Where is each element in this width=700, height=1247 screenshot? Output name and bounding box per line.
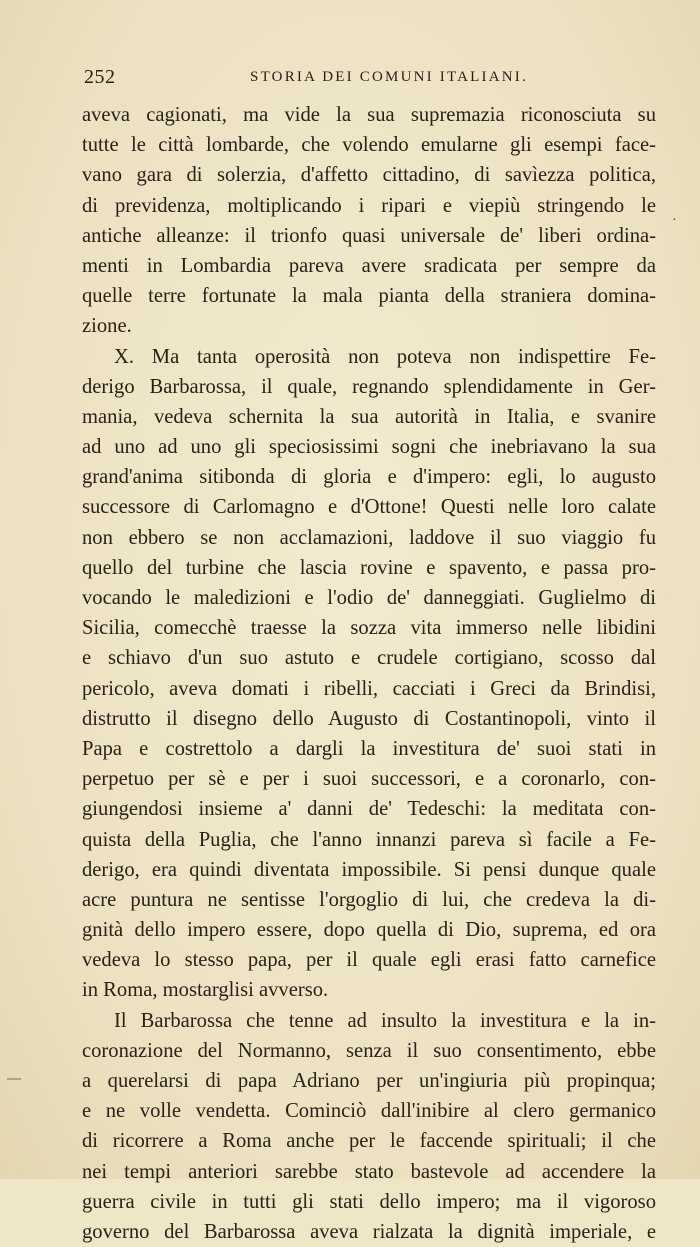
text-line: quelle terre fortunate la mala pianta della straniera domina-: [82, 285, 656, 308]
text-line: coronazione del Normanno, senza il suo consentimento, ebbe: [82, 1039, 656, 1062]
text-line: grand'anima sitibonda di gloria e d'impero: egli, lo augusto: [82, 466, 656, 489]
text-line: a querelarsi di papa Adriano per un'ingiuria più propinqua;: [82, 1070, 656, 1092]
text-line: ad uno ad uno gli speciosissimi sogni che inebriavano la sua: [82, 436, 656, 459]
text-line: Il Barbarossa che tenne ad insulto la investitura e la in-: [114, 1009, 656, 1032]
text-line: acre puntura ne sentisse l'orgoglio di lui, che credeva la di-: [82, 888, 656, 911]
text-line: quista della Puglia, che l'anno innanzi pareva sì facile a Fe-: [82, 828, 656, 851]
text-line: vedeva lo stesso papa, per il quale egli erasi fatto carnefice: [82, 949, 656, 972]
running-title: STORIA DEI COMUNI ITALIANI.: [250, 69, 528, 85]
text-line: derigo, era quindi diventata impossibile. Si pensi dunque quale: [82, 858, 656, 881]
text-line: successore di Carlomagno e d'Ottone! Questi nelle loro calate: [82, 496, 656, 519]
margin-mark: ·: [672, 213, 677, 228]
page-header: [82, 66, 656, 90]
text-line: antiche alleanze: il trionfo quasi universale de' liberi ordina-: [82, 224, 656, 247]
text-line: aveva cagionati, ma vide la sua supremazia riconosciuta su: [82, 104, 656, 126]
text-line: mania, vedeva schernita la sua autorità in Italia, e svanire: [82, 405, 656, 428]
text-line: guerra civile in tutti gli stati dello impero; ma il vigoroso: [82, 1190, 656, 1213]
text-line: distrutto il disegno dello Augusto di Costantinopoli, vinto il: [82, 707, 656, 730]
text-line: non ebbero se non acclamazioni, laddove il suo viaggio fu: [82, 526, 656, 549]
text-line: tutte le città lombarde, che volendo emularne gli esempi face-: [82, 134, 656, 157]
text-line: menti in Lombardia pareva avere sradicata per sempre da: [82, 254, 656, 277]
text-line: nei tempi anteriori sarebbe stato bastevole ad accendere la: [82, 1160, 656, 1183]
page-number: 252: [84, 66, 116, 88]
text-line: in Roma, mostarglisi avverso.: [82, 979, 329, 1002]
text-line: di previdenza, moltiplicando i ripari e viepiù stringendo le: [82, 194, 656, 217]
text-line: governo del Barbarossa aveva rialzata la dignità imperiale, e: [82, 1220, 656, 1243]
text-line: gnità dello impero essere, dopo quella di Dio, suprema, ed ora: [82, 919, 656, 942]
text-line: giungendosi insieme a' danni de' Tedeschi: la meditata con-: [82, 798, 656, 821]
text-line: vano gara di solerzia, d'affetto cittadino, di savìezza politica,: [82, 164, 656, 187]
text-line: zione.: [82, 315, 132, 338]
text-line: Sicilia, comecchè traesse la sozza vita immerso nelle libidini: [82, 617, 656, 640]
body-text: [82, 100, 656, 1247]
text-line: e ne volle vendetta. Cominciò dall'inibire al clero germanico: [82, 1100, 656, 1123]
text-line: perpetuo per sè e per i suoi successori, e a coronarlo, con-: [82, 768, 656, 791]
margin-dash: [7, 1078, 21, 1080]
text-line: di ricorrere a Roma anche per le faccende spirituali; il che: [82, 1130, 656, 1153]
text-line: X. Ma tanta operosità non poteva non indispettire Fe-: [114, 345, 656, 368]
text-line: quello del turbine che lascia rovine e spavento, e passa pro-: [82, 556, 656, 579]
text-line: derigo Barbarossa, il quale, regnando splendidamente in Ger-: [82, 375, 656, 398]
text-line: vocando le maledizioni e l'odio de' danneggiati. Guglielmo di: [82, 587, 656, 609]
text-line: e schiavo d'un suo astuto e crudele cortigiano, scosso dal: [82, 647, 656, 670]
text-line: Papa e costrettolo a dargli la investitura de' suoi stati in: [82, 737, 656, 760]
text-line: pericolo, aveva domati i ribelli, cacciati i Greci da Brindisi,: [82, 677, 656, 700]
